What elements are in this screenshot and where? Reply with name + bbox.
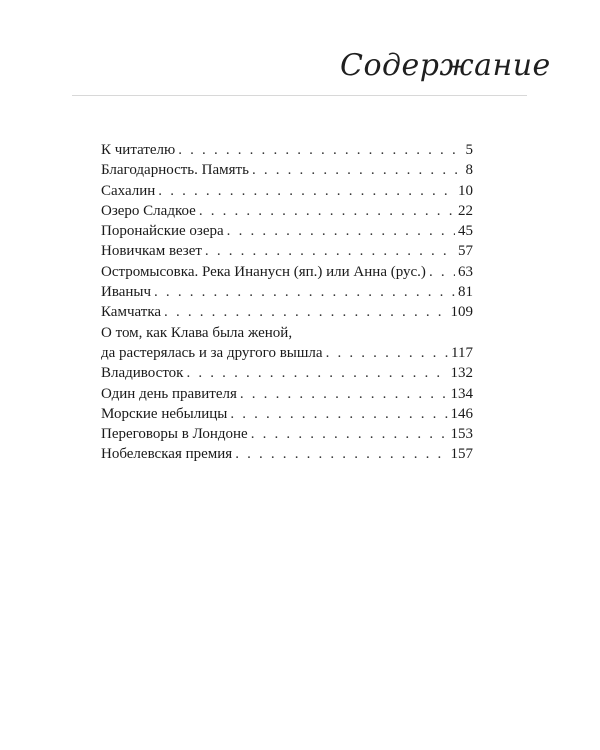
toc-entry[interactable]	[101, 282, 473, 302]
title-divider	[72, 95, 527, 96]
dot-leader	[199, 201, 455, 221]
toc-entry-page: 22	[458, 202, 473, 219]
toc-entry-page: 134	[450, 385, 473, 402]
toc-entry-page: 5	[465, 142, 473, 158]
dot-leader	[235, 444, 447, 464]
toc-entry[interactable]	[101, 384, 473, 404]
toc-entry[interactable]	[101, 444, 473, 464]
dot-leader	[154, 282, 455, 302]
toc-entry-page: 45	[458, 223, 473, 240]
toc-entry-title: Нобелевская премия	[101, 446, 233, 463]
toc-entry-page: 153	[450, 426, 473, 443]
toc-entry-title: Переговоры в Лондоне	[101, 426, 248, 443]
dot-leader	[252, 160, 463, 180]
toc-entry-page: 109	[450, 304, 473, 321]
toc-entry[interactable]	[101, 181, 473, 201]
toc-entry-title: Владивосток	[101, 365, 184, 382]
toc-entry[interactable]	[101, 404, 473, 424]
dot-leader	[205, 241, 455, 261]
toc-entry-page: 117	[451, 344, 473, 361]
toc-entry-title: Благодарность. Память	[101, 162, 249, 179]
toc-entry-title: Сахалин	[101, 182, 156, 199]
toc-entry[interactable]	[101, 241, 473, 261]
dot-leader	[227, 221, 455, 241]
dot-leader	[429, 262, 455, 282]
dot-leader	[326, 343, 448, 363]
toc-entry-title: Озеро Сладкое	[101, 202, 196, 219]
toc-entry[interactable]	[101, 424, 473, 444]
toc-entry-title: Остромысовка. Река Инанусн (яп.) или Анна (рус.)	[101, 263, 426, 280]
toc-entry-page: 57	[458, 243, 473, 260]
toc-entry[interactable]	[101, 140, 473, 160]
toc-entry-title: Морские небылицы	[101, 405, 228, 422]
toc-entry-page: 157	[450, 446, 473, 463]
toc-entry-page: 132	[450, 365, 473, 382]
dot-leader	[230, 404, 447, 424]
dot-leader	[178, 140, 462, 160]
toc-entry-title-line1: О том, как Клава была женой,	[101, 324, 293, 341]
dot-leader	[240, 384, 448, 404]
toc-entry-page: 81	[458, 284, 473, 301]
toc-entry[interactable]	[101, 343, 473, 363]
dot-leader	[164, 302, 447, 322]
toc-entry-title: Один день правителя	[101, 385, 237, 402]
page-title: Содержание	[340, 48, 551, 83]
toc-entry-title: Новичкам везет	[101, 243, 202, 260]
toc-entry-page: 8	[465, 162, 473, 179]
toc-entry-title: Поронайские озера	[101, 223, 224, 240]
toc-entry[interactable]	[101, 160, 473, 180]
dot-leader	[186, 363, 447, 383]
toc-entry[interactable]	[101, 302, 473, 322]
toc-entry-title: Иваныч	[101, 284, 152, 301]
toc-entry-page: 146	[450, 405, 473, 422]
toc-entry-title: да растерялась и за другого вышла	[101, 344, 323, 361]
dot-leader	[158, 181, 455, 201]
toc-entry-title: Камчатка	[101, 304, 162, 321]
dot-leader	[251, 424, 448, 444]
toc-entry-first-line[interactable]	[101, 323, 473, 343]
toc-entry-page: 10	[458, 182, 473, 199]
table-of-contents	[101, 140, 473, 465]
toc-entry[interactable]	[101, 221, 473, 241]
toc-entry-page: 63	[458, 263, 473, 280]
toc-entry[interactable]	[101, 201, 473, 221]
toc-entry[interactable]	[101, 363, 473, 383]
toc-entry-title: К читателю	[101, 142, 176, 158]
toc-entry[interactable]	[101, 262, 473, 282]
